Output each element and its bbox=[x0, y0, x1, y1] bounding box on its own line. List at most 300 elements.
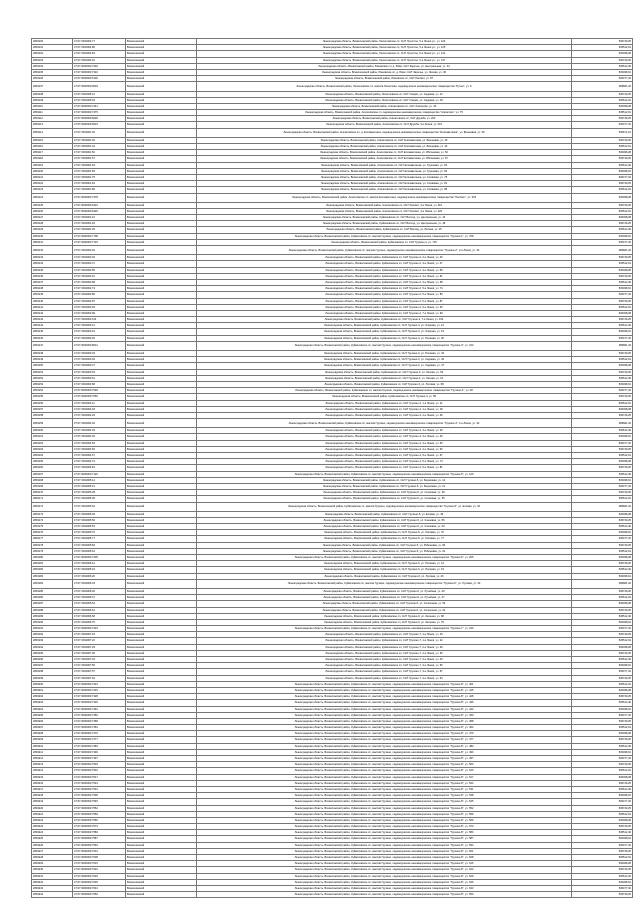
district-cell: Всеволожский bbox=[126, 45, 197, 51]
cadastral-value-cell: 536498,91 bbox=[572, 434, 633, 440]
row-id-cell: 2803196 bbox=[32, 657, 73, 663]
cadastral-value-cell: 536512,91 bbox=[572, 638, 633, 644]
row-id-cell: 2803176 bbox=[32, 530, 73, 536]
cadastral-number-cell: 47:07:1503001:36 bbox=[73, 128, 126, 137]
cadastral-value-cell: 536749,25 bbox=[572, 39, 633, 45]
district-cell: Всеволожский bbox=[126, 279, 197, 285]
cadastral-number-cell: 47:07:1504006:75 bbox=[73, 619, 126, 625]
cadastral-value-cell: 536512,40 bbox=[572, 700, 633, 706]
row-id-cell: 2803105 bbox=[32, 69, 73, 75]
cadastral-number-cell: 47:07:1504002:74 bbox=[73, 286, 126, 292]
cadastral-value-cell: 536512,91 bbox=[572, 304, 633, 310]
district-cell: Всеволожский bbox=[126, 502, 197, 511]
cadastral-number-cell: 47:07:0000000:7048 bbox=[73, 388, 126, 394]
cadastral-value-cell: 536477,32 bbox=[572, 483, 633, 489]
cadastral-value-cell: 536749,25 bbox=[572, 867, 633, 873]
address-cell: Ленинградская область, Всеволожский район, Агалатовское сп, СНТ Елизаветинка, ул. Сливовая, уч. 75 bbox=[197, 174, 572, 180]
table-row bbox=[32, 579, 633, 588]
address-cell: Ленинградская область, Всеволожский район, Куйвозовское сп, СНТ Грузино-4, 1-я Линия, уч. 11 bbox=[197, 400, 572, 406]
district-cell: Всеволожский bbox=[126, 555, 197, 561]
address-cell: Ленинградская область, Всеволожский район, Куйвозовское сп, СНТ Восход, ул. Центральная, уч. 18 bbox=[197, 221, 572, 227]
district-cell: Всеволожский bbox=[126, 768, 197, 774]
row-id-cell: 2803113 bbox=[32, 122, 73, 128]
address-cell: Ленинградская область, Всеволожский район, Куйвозовское сп, СНТ Грузино-5, ул. Березовая, уч. 14 bbox=[197, 477, 572, 483]
cadastral-number-cell: 47:07:1504002:55 bbox=[73, 267, 126, 273]
district-cell: Всеволожский bbox=[126, 51, 197, 57]
district-cell: Всеволожский bbox=[126, 700, 197, 706]
row-id-cell: 2803195 bbox=[32, 650, 73, 656]
cadastral-number-cell: 47:07:0000000:6410 bbox=[73, 202, 126, 208]
district-cell: Всеволожский bbox=[126, 774, 197, 780]
cadastral-number-cell: 47:07:1504005:14 bbox=[73, 477, 126, 483]
address-cell: Ленинградская область, Всеволожский район, Куйвозовское сп, массив Грузино, садоводческое некоммерческое товарищество "Грузино-8", уч. 428 bbox=[197, 694, 572, 700]
cadastral-value-cell: 536512,91 bbox=[572, 357, 633, 363]
district-cell: Всеволожский bbox=[126, 542, 197, 548]
district-cell: Всеволожский bbox=[126, 440, 197, 446]
district-cell: Всеволожский bbox=[126, 39, 197, 45]
row-id-cell: 2803152 bbox=[32, 375, 73, 381]
cadastral-number-cell: 47:07:1503001:63 bbox=[73, 162, 126, 168]
address-cell: Ленинградская область, Всеволожский район, Куйвозовское сп, СНТ Грузино-7, 4-я Линия, уч. 57 bbox=[197, 669, 572, 675]
cadastral-number-cell: 47:07:1504006:54 bbox=[73, 601, 126, 607]
address-cell: Ленинградская область, Всеволожский район, Куйвозовское сп, СНТ Грузино-2, 5-я Линия, уч. 74 bbox=[197, 286, 572, 292]
cadastral-value-cell: 536749,25 bbox=[572, 718, 633, 724]
cadastral-number-cell: 47:07:0000000:7477 bbox=[73, 737, 126, 743]
address-cell: Ленинградская область, Всеволожский район, Куйвозовское сп, СНТ Грузино-4, 5-я Линия, уч. 67 bbox=[197, 453, 572, 459]
district-cell: Всеволожский bbox=[126, 638, 197, 644]
row-id-cell: 2803163 bbox=[32, 446, 73, 452]
cadastral-value-cell: 536512,91 bbox=[572, 548, 633, 554]
cadastral-value-cell: 536498,91 bbox=[572, 663, 633, 669]
cadastral-value-cell: 536749,25 bbox=[572, 762, 633, 768]
district-cell: Всеволожский bbox=[126, 63, 197, 69]
district-cell: Всеволожский bbox=[126, 150, 197, 156]
cadastral-number-cell: 47:07:1504006:68 bbox=[73, 613, 126, 619]
row-id-cell: 2803222 bbox=[32, 817, 73, 823]
row-id-cell: 2803228 bbox=[32, 855, 73, 861]
address-cell: Ленинградская область, Всеволожский район, Агалатовское сп, массив Елизаветинка, садоводческое некоммерческое товарищество "Рассвет", уч. 378 bbox=[197, 193, 572, 202]
district-cell: Всеволожский bbox=[126, 76, 197, 82]
cadastral-value-cell: 489681,32 bbox=[572, 502, 633, 511]
address-cell: Ленинградская область, Всеволожский район, Куйвозовское сп, СНТ Грузино-2, 6-я Линия, уч. 93 bbox=[197, 304, 572, 310]
district-cell: Всеволожский bbox=[126, 619, 197, 625]
cadastral-number-cell: 47:07:0000000:7636 bbox=[73, 879, 126, 885]
cadastral-value-cell: 489681,32 bbox=[572, 82, 633, 91]
cadastral-value-cell: 536749,25 bbox=[572, 517, 633, 523]
district-cell: Всеволожский bbox=[126, 381, 197, 387]
address-cell: Ленинградская область, Всеволожский район, Куйвозовское сп, массив Грузино, садоводческое некоммерческое товарищество "Грузино-3", уч. 312 bbox=[197, 341, 572, 350]
district-cell: Всеволожский bbox=[126, 567, 197, 573]
row-id-cell: 2803117 bbox=[32, 150, 73, 156]
cadastral-number-cell: 47:07:1503001:69 bbox=[73, 168, 126, 174]
cadastral-number-cell: 47:07:1504004:39 bbox=[73, 428, 126, 434]
address-cell: Ленинградская область, Всеволожский район, Куйвозовское сп, СНТ Грузино-3, ул. Лесная, уч. 61 bbox=[197, 375, 572, 381]
cadastral-value-cell: 536477,32 bbox=[572, 536, 633, 542]
district-cell: Всеволожский bbox=[126, 97, 197, 103]
cadastral-number-cell: 47:07:1504004:74 bbox=[73, 459, 126, 465]
cadastral-value-cell: 536749,25 bbox=[572, 490, 633, 496]
district-cell: Всеволожский bbox=[126, 323, 197, 329]
cadastral-value-cell: 536477,32 bbox=[572, 122, 633, 128]
cadastral-value-cell: 536498,28 bbox=[572, 459, 633, 465]
cadastral-number-cell: 47:07:1504002:80 bbox=[73, 292, 126, 298]
table-row bbox=[32, 502, 633, 511]
cadastral-number-cell: 47:07:0000000:7490 bbox=[73, 749, 126, 755]
address-cell: Ленинградская область, Всеволожский район, Куйвозовское сп, СНТ Грузино-3, ул. Луговая, уч. 68 bbox=[197, 381, 572, 387]
address-cell: Ленинградская область, Всеволожский район, Куйвозовское сп, массив Грузино, садоводческое некоммерческое товарищество "Грузино-6", ул. Луговая, уч. 33 bbox=[197, 579, 572, 588]
row-id-cell: 2803170 bbox=[32, 490, 73, 496]
cadastral-number-cell: 47:07:1504006:26 bbox=[73, 573, 126, 579]
cadastral-value-cell: 536498,91 bbox=[572, 749, 633, 755]
address-cell: Ленинградская область, Всеволожский район, Куйвозовское сп, массив Грузино, садоводческое некоммерческое товарищество "Грузино-5", уч. 120 bbox=[197, 471, 572, 477]
district-cell: Всеволожский bbox=[126, 273, 197, 279]
cadastral-value-cell: 536498,91 bbox=[572, 619, 633, 625]
table-body bbox=[32, 39, 633, 898]
address-cell: Ленинградская область, Всеволожский район, Куйвозовское сп, СНТ Грузино-7, 1-я Линия, уч. 22 bbox=[197, 638, 572, 644]
cadastral-number-cell: 47:07:0000000:8200 bbox=[73, 116, 126, 122]
district-cell: Всеволожский bbox=[126, 892, 197, 898]
row-id-cell: 2803171 bbox=[32, 496, 73, 502]
row-id-cell: 2803168 bbox=[32, 477, 73, 483]
row-id-cell: 2803225 bbox=[32, 836, 73, 842]
cadastral-number-cell: 47:07:0000000:7428 bbox=[73, 694, 126, 700]
address-cell: Ленинградская область, Всеволожский район, Агалатовское сп, СНТ Дружба, уч. 200 bbox=[197, 116, 572, 122]
cadastral-number-cell: 47:07:1504004:18 bbox=[73, 406, 126, 412]
district-cell: Всеволожский bbox=[126, 227, 197, 233]
district-cell: Всеволожский bbox=[126, 181, 197, 187]
address-cell: Ленинградская область, Всеволожский район, Куйвозовское сп, массив Грузино, садоводческое некоммерческое товарищество "Грузино-4", 2-я Линия, уч. 32 bbox=[197, 419, 572, 428]
cadastral-value-cell: 536512,91 bbox=[572, 681, 633, 687]
address-cell: Ленинградская область, Всеволожский район, Агалатовское сп, СНТ Елизаветинка, ул. Сливовая, уч. 86 bbox=[197, 187, 572, 193]
cadastral-value-cell: 536749,25 bbox=[572, 351, 633, 357]
row-id-cell: 2803112 bbox=[32, 116, 73, 122]
district-cell: Всеволожский bbox=[126, 524, 197, 530]
row-id-cell: 2803207 bbox=[32, 725, 73, 731]
district-cell: Всеволожский bbox=[126, 749, 197, 755]
cadastral-number-cell: 47:07:1504003:40 bbox=[73, 357, 126, 363]
row-id-cell: 2803191 bbox=[32, 626, 73, 632]
district-cell: Всеволожский bbox=[126, 341, 197, 350]
row-id-cell: 2803110 bbox=[32, 103, 73, 109]
cadastral-number-cell: 47:07:1504003:12 bbox=[73, 323, 126, 329]
address-cell: Ленинградская область, Всеволожский район, Куйвозовское сп, массив Грузино, садоводческое некоммерческое товарищество "Грузино-4", уч. 48 bbox=[197, 388, 572, 394]
district-cell: Всеволожский bbox=[126, 317, 197, 323]
address-cell: Ленинградская область, Всеволожский район, Куйвозовское сп, массив Грузино, садоводческое некоммерческое товарищество "Грузино-7", уч. 310 bbox=[197, 626, 572, 632]
row-id-cell: 2803135 bbox=[32, 267, 73, 273]
cadastral-number-cell: 47:07:1502005:18 bbox=[73, 97, 126, 103]
table-row bbox=[32, 246, 633, 255]
address-cell: Ленинградская область, Всеволожский район, Куйвозовское сп, СНТ Грузино-4, 2-я Линия, уч. 25 bbox=[197, 412, 572, 418]
address-cell: Ленинградская область, Всеволожский район, Куйвозовское сп, массив Грузино, садоводческое некоммерческое товарищество "Грузино-8", уч. 538 bbox=[197, 793, 572, 799]
district-cell: Всеволожский bbox=[126, 588, 197, 594]
district-cell: Всеволожский bbox=[126, 103, 197, 109]
cadastral-value-cell: 536512,40 bbox=[572, 428, 633, 434]
district-cell: Всеволожский bbox=[126, 239, 197, 245]
row-id-cell: 2803124 bbox=[32, 193, 73, 202]
address-cell: Ленинградская область, Всеволожский район, Куйвозовское сп, массив Грузино, садоводческое некоммерческое товарищество "Грузино-8", уч. 524 bbox=[197, 780, 572, 786]
row-id-cell: 2803142 bbox=[32, 310, 73, 316]
address-cell: Ленинградская область, Всеволожский район, Куйвозовское сп, СНТ Грузино-7, 3-я Линия, уч. 50 bbox=[197, 663, 572, 669]
row-id-cell: 2803147 bbox=[32, 341, 73, 350]
cadastral-number-cell: 47:07:0000000:7055 bbox=[73, 394, 126, 400]
cadastral-number-cell: 47:07:1504007:57 bbox=[73, 669, 126, 675]
cadastral-value-cell: 536749,25 bbox=[572, 57, 633, 63]
district-cell: Всеволожский bbox=[126, 57, 197, 63]
cadastral-number-cell: 47:07:1504005:35 bbox=[73, 496, 126, 502]
cadastral-number-cell: 47:07:1504005:21 bbox=[73, 483, 126, 489]
cadastral-number-cell: 47:07:1504004:32 bbox=[73, 419, 126, 428]
cadastral-value-cell: 536749,25 bbox=[572, 694, 633, 700]
district-cell: Всеволожский bbox=[126, 885, 197, 891]
address-cell: Ленинградская область, Всеволожский район, Куйвозовское сп, СНТ Грузино-6, ул. Зеленая, уч. 75 bbox=[197, 619, 572, 625]
row-id-cell: 2803180 bbox=[32, 555, 73, 561]
address-cell: Ленинградская область, Всеволожский район, Куйвозовское сп, СНТ Грузино-5, ул. Кленовая, уч. 56 bbox=[197, 517, 572, 523]
cadastral-value-cell: 536498,91 bbox=[572, 286, 633, 292]
address-cell: Ленинградская область, Всеволожский район, Куйвозовское сп, СНТ Восход, ул. Центральная, уч. 10 bbox=[197, 215, 572, 221]
cadastral-number-cell: 47:07:0000000:7715 bbox=[73, 239, 126, 245]
district-cell: Всеволожский bbox=[126, 626, 197, 632]
district-cell: Всеволожский bbox=[126, 879, 197, 885]
district-cell: Всеволожский bbox=[126, 304, 197, 310]
cadastral-value-cell: 536512,91 bbox=[572, 110, 633, 116]
row-id-cell: 2803179 bbox=[32, 548, 73, 554]
cadastral-number-cell: 47:07:0000000:7310 bbox=[73, 69, 126, 75]
row-id-cell: 2803199 bbox=[32, 675, 73, 681]
district-cell: Всеволожский bbox=[126, 817, 197, 823]
cadastral-number-cell: 47:07:1502004:77 bbox=[73, 39, 126, 45]
district-cell: Всеволожский bbox=[126, 187, 197, 193]
cadastral-value-cell: 536512,40 bbox=[572, 323, 633, 329]
row-id-cell: 2803111 bbox=[32, 110, 73, 116]
district-cell: Всеволожский bbox=[126, 202, 197, 208]
cadastral-number-cell: 47:07:1504002:99 bbox=[73, 310, 126, 316]
row-id-cell: 2803202 bbox=[32, 694, 73, 700]
cadastral-number-cell: 47:07:0000000:7401 bbox=[73, 681, 126, 687]
cadastral-value-cell: 536749,25 bbox=[572, 824, 633, 830]
district-cell: Всеволожский bbox=[126, 511, 197, 517]
cadastral-number-cell: 47:07:1504003:68 bbox=[73, 381, 126, 387]
row-id-cell: 2803205 bbox=[32, 712, 73, 718]
district-cell: Всеволожский bbox=[126, 329, 197, 335]
cadastral-value-cell: 536749,25 bbox=[572, 221, 633, 227]
cadastral-number-cell: 47:07:0000000:7552 bbox=[73, 805, 126, 811]
district-cell: Всеволожский bbox=[126, 669, 197, 675]
address-cell: Ленинградская область, Всеволожский район, Лесколовское сп, СНТ Лучистое, 6-я Линия ул., уч. 137 bbox=[197, 57, 572, 63]
cadastral-value-cell: 536512,40 bbox=[572, 227, 633, 233]
cadastral-number-cell: 47:07:1504006:19 bbox=[73, 567, 126, 573]
cadastral-value-cell: 536512,40 bbox=[572, 471, 633, 477]
cadastral-number-cell: 47:07:1504002:93 bbox=[73, 304, 126, 310]
district-cell: Всеволожский bbox=[126, 799, 197, 805]
table-row bbox=[32, 341, 633, 350]
row-id-cell: 2803214 bbox=[32, 768, 73, 774]
district-cell: Всеволожский bbox=[126, 613, 197, 619]
cadastral-number-cell: 47:07:0000000:7483 bbox=[73, 743, 126, 749]
row-id-cell: 2803120 bbox=[32, 168, 73, 174]
row-id-cell: 2803194 bbox=[32, 644, 73, 650]
district-cell: Всеволожский bbox=[126, 193, 197, 202]
cadastral-value-cell: 536749,25 bbox=[572, 255, 633, 261]
cadastral-number-cell: 47:07:0000000:7441 bbox=[73, 103, 126, 109]
district-cell: Всеволожский bbox=[126, 793, 197, 799]
cadastral-value-cell: 536749,25 bbox=[572, 202, 633, 208]
district-cell: Всеволожский bbox=[126, 428, 197, 434]
cadastral-value-cell: 536477,32 bbox=[572, 799, 633, 805]
district-cell: Всеволожский bbox=[126, 836, 197, 842]
row-id-cell: 2803106 bbox=[32, 76, 73, 82]
district-cell: Всеволожский bbox=[126, 144, 197, 150]
district-cell: Всеволожский bbox=[126, 731, 197, 737]
cadastral-value-cell: 536749,25 bbox=[572, 561, 633, 567]
address-cell: Ленинградская область, Всеволожский район, Агалатовское сп, СНТ Елизаветинка, ул. Сливовая, уч. 81 bbox=[197, 181, 572, 187]
cadastral-value-cell: 536477,32 bbox=[572, 174, 633, 180]
address-cell: Ленинградская область, Всеволожский район, Куйвозовское сп, массив Грузино, садоводческое некоммерческое товарищество "Грузино-8", уч. 503 bbox=[197, 762, 572, 768]
cadastral-number-cell: 47:07:0000000:9003 bbox=[73, 82, 126, 91]
cadastral-number-cell: 47:07:1504005:70 bbox=[73, 530, 126, 536]
address-cell: Ленинградская область, Всеволожский район, Куйвозовское сп, СНТ Грузино-5, ул. Сосновая, уч. 28 bbox=[197, 490, 572, 496]
address-cell: Ленинградская область, Всеволожский район, Куйвозовское сп, СНТ Грузино-6, ул. Ручейная, уч. 47 bbox=[197, 595, 572, 601]
cadastral-number-cell: 47:07:0000000:5118 bbox=[73, 76, 126, 82]
district-cell: Всеволожский bbox=[126, 286, 197, 292]
cadastral-value-cell: 536749,25 bbox=[572, 465, 633, 471]
address-cell: Ленинградская область, Всеволожский район, Куйвозовское сп, массив Грузино, садоводческое некоммерческое товарищество "Грузино-8", уч. 636 bbox=[197, 879, 572, 885]
cadastral-value-cell: 536512,40 bbox=[572, 613, 633, 619]
address-cell: Ленинградская область, Всеволожский район, Куйвозовское сп, СНТ Грузино-4, 3-я Линия, уч. 46 bbox=[197, 434, 572, 440]
row-id-cell: 2803224 bbox=[32, 830, 73, 836]
cadastral-value-cell: 536749,25 bbox=[572, 805, 633, 811]
cadastral-value-cell: 536512,40 bbox=[572, 873, 633, 879]
district-cell: Всеволожский bbox=[126, 675, 197, 681]
row-id-cell: 2803232 bbox=[32, 879, 73, 885]
district-cell: Всеволожский bbox=[126, 357, 197, 363]
cadastral-value-cell: 536512,91 bbox=[572, 453, 633, 459]
district-cell: Всеволожский bbox=[126, 756, 197, 762]
address-cell: Ленинградская область, Всеволожский район, Куйвозовское сп, массив Грузино, садоводческое некоммерческое товарищество "Грузино-8", уч. 552 bbox=[197, 805, 572, 811]
row-id-cell: 2803213 bbox=[32, 762, 73, 768]
cadastral-number-cell: 47:07:0000000:7643 bbox=[73, 885, 126, 891]
cadastral-value-cell: 536749,25 bbox=[572, 848, 633, 854]
cadastral-number-cell: 47:07:0000000:7517 bbox=[73, 774, 126, 780]
row-id-cell: 2803104 bbox=[32, 63, 73, 69]
row-id-cell: 2803127 bbox=[32, 215, 73, 221]
district-cell: Всеволожский bbox=[126, 128, 197, 137]
row-id-cell: 2803143 bbox=[32, 317, 73, 323]
cadastral-value-cell: 536477,32 bbox=[572, 335, 633, 341]
cadastral-number-cell: 47:07:1504003:19 bbox=[73, 329, 126, 335]
cadastral-number-cell: 47:07:1503001:86 bbox=[73, 187, 126, 193]
address-cell: Ленинградская область, Всеволожский район, Куйвозовское сп, СНТ Грузино-5, ул. Липовая, уч. 77 bbox=[197, 536, 572, 542]
cadastral-number-cell: 47:07:0000000:6426 bbox=[73, 208, 126, 214]
cadastral-value-cell: 489681,32 bbox=[572, 579, 633, 588]
cadastral-value-cell: 536477,32 bbox=[572, 76, 633, 82]
cadastral-number-cell: 47:07:0000000:7458 bbox=[73, 718, 126, 724]
cadastral-value-cell: 536498,28 bbox=[572, 817, 633, 823]
row-id-cell: 2803129 bbox=[32, 227, 73, 233]
cadastral-number-cell: 47:07:0000000:7450 bbox=[73, 712, 126, 718]
district-cell: Всеволожский bbox=[126, 579, 197, 588]
district-cell: Всеволожский bbox=[126, 122, 197, 128]
cadastral-number-cell: 47:07:0000000:7378 bbox=[73, 193, 126, 202]
address-cell: Ленинградская область, Всеволожский район, Куйвозовское сп, СНТ Грузино-6, ул. Луговая, уч. 26 bbox=[197, 573, 572, 579]
row-id-cell: 2803162 bbox=[32, 440, 73, 446]
table-row bbox=[32, 892, 633, 898]
district-cell: Всеволожский bbox=[126, 267, 197, 273]
district-cell: Всеволожский bbox=[126, 681, 197, 687]
address-cell: Ленинградская область, Всеволожский район, Куйвозовское сп, СНТ Грузино-2, 7-я Линия, уч. 99 bbox=[197, 310, 572, 316]
cadastral-value-cell: 536512,40 bbox=[572, 567, 633, 573]
row-id-cell: 2803139 bbox=[32, 292, 73, 298]
district-cell: Всеволожский bbox=[126, 718, 197, 724]
address-cell: Ленинградская область, Всеволожский район, Куйвозовское сп, массив Грузино, садоводческое некоммерческое товарищество "Грузино-8", уч. 580 bbox=[197, 830, 572, 836]
address-cell: Ленинградская область, Всеволожский район, Куйвозовское сп, массив Грузино, садоводческое некоммерческое товарищество "Грузино-8", уч. 566 bbox=[197, 817, 572, 823]
row-id-cell: 2803160 bbox=[32, 428, 73, 434]
cadastral-value-cell: 536498,91 bbox=[572, 329, 633, 335]
cadastral-number-cell: 47:07:1504003:33 bbox=[73, 351, 126, 357]
row-id-cell: 2803169 bbox=[32, 483, 73, 489]
address-cell: Ленинградская область, Всеволожский район, Куйвозовское сп, массив Грузино, садоводческое некоммерческое товарищество "Грузино-8", уч. 470 bbox=[197, 731, 572, 737]
district-cell: Всеволожский bbox=[126, 453, 197, 459]
cadastral-number-cell: 47:07:0000000:7594 bbox=[73, 842, 126, 848]
cadastral-number-cell: 47:07:1502004:91 bbox=[73, 57, 126, 63]
address-cell: Ленинградская область, Всеволожский район, Куйвозовское сп, массив Грузино, садоводческое некоммерческое товарищество "Грузино-8", уч. 401 bbox=[197, 681, 572, 687]
address-cell: Ленинградская область, Всеволожский район, Куйвозовское сп, СНТ Восход, ул. Лесная, уч. 25 bbox=[197, 227, 572, 233]
cadastral-number-cell: 47:07:1504007:43 bbox=[73, 657, 126, 663]
cadastral-value-cell: 536512,91 bbox=[572, 768, 633, 774]
address-cell: Ленинградская область, Всеволожский район, Лесколовское сп, СНТ Озерки, ул. Садовая, уч. 12 bbox=[197, 91, 572, 97]
district-cell: Всеволожский bbox=[126, 465, 197, 471]
address-cell: Ленинградская область, Всеволожский район, Куйвозовское сп, массив Грузино, садоводческое некоммерческое товарищество "Грузино-8", уч. 629 bbox=[197, 873, 572, 879]
row-id-cell: 2803148 bbox=[32, 351, 73, 357]
cadastral-value-cell: 536498,91 bbox=[572, 477, 633, 483]
district-cell: Всеволожский bbox=[126, 369, 197, 375]
cadastral-value-cell: 536498,91 bbox=[572, 168, 633, 174]
district-cell: Всеволожский bbox=[126, 780, 197, 786]
cadastral-number-cell: 47:07:1504003:54 bbox=[73, 369, 126, 375]
district-cell: Всеволожский bbox=[126, 446, 197, 452]
cadastral-value-cell: 536512,91 bbox=[572, 496, 633, 502]
address-cell: Ленинградская область, Всеволожский район, Куйвозовское сп, СНТ Грузино-2, 5-я Линия, уч. 80 bbox=[197, 292, 572, 298]
row-id-cell: 2803172 bbox=[32, 502, 73, 511]
district-cell: Всеволожский bbox=[126, 595, 197, 601]
row-id-cell: 2803150 bbox=[32, 363, 73, 369]
row-id-cell: 2803155 bbox=[32, 394, 73, 400]
row-id-cell: 2803174 bbox=[32, 517, 73, 523]
cadastral-number-cell: 47:07:1504002:104 bbox=[73, 317, 126, 323]
cadastral-value-cell: 536498,28 bbox=[572, 774, 633, 780]
cadastral-number-cell: 47:07:1504005:63 bbox=[73, 524, 126, 530]
district-cell: Всеволожский bbox=[126, 110, 197, 116]
row-id-cell: 2803212 bbox=[32, 756, 73, 762]
district-cell: Всеволожский bbox=[126, 873, 197, 879]
cadastral-value-cell: 536498,28 bbox=[572, 103, 633, 109]
cadastral-value-cell: 536749,25 bbox=[572, 737, 633, 743]
address-cell: Ленинградская область, Всеволожский район, Куйвозовское сп, массив Грузино, садоводческое некоммерческое товарищество "Грузино-8", уч. 497 bbox=[197, 756, 572, 762]
row-id-cell: 2803134 bbox=[32, 261, 73, 267]
cadastral-value-cell: 536498,91 bbox=[572, 381, 633, 387]
cadastral-value-cell: 536498,91 bbox=[572, 706, 633, 712]
cadastral-number-cell: 47:07:0000000:7538 bbox=[73, 793, 126, 799]
cadastral-number-cell: 47:07:1502005:12 bbox=[73, 91, 126, 97]
district-cell: Всеволожский bbox=[126, 530, 197, 536]
address-cell: Ленинградская область, Всеволожский район, Куйвозовское сп, СНТ Грузино-2, 3-я Линия, уч. 55 bbox=[197, 267, 572, 273]
row-id-cell: 2803182 bbox=[32, 567, 73, 573]
cadastral-value-cell: 536749,25 bbox=[572, 892, 633, 898]
cadastral-value-cell: 536498,28 bbox=[572, 511, 633, 517]
cadastral-value-cell: 536749,25 bbox=[572, 675, 633, 681]
cadastral-number-cell: 47:07:1504005:77 bbox=[73, 536, 126, 542]
address-cell: Ленинградская область, Всеволожский район, Куйвозовское сп, СНТ Грузино-4, 5-я Линия, уч. 74 bbox=[197, 459, 572, 465]
cadastral-number-cell: 47:07:0000000:7545 bbox=[73, 799, 126, 805]
